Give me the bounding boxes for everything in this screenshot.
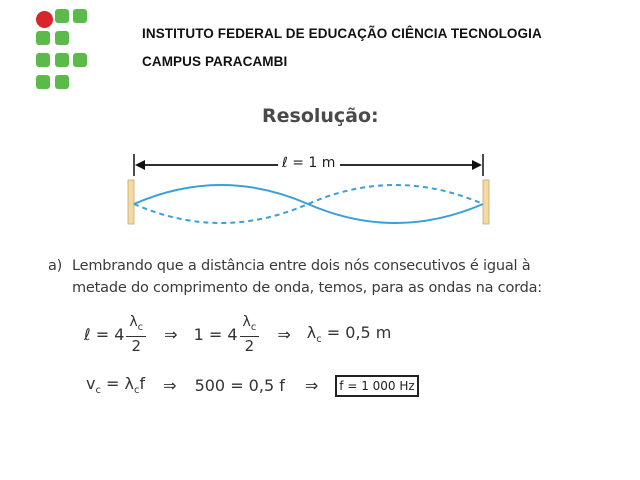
institution-title: INSTITUTO FEDERAL DE EDUCAÇÃO CIÊNCIA TECNOLOGIA — [142, 26, 542, 41]
item-a-text-line1: Lembrando que a distância entre dois nós consecutivos é igual à — [72, 258, 531, 274]
campus-title: CAMPUS PARACAMBI — [142, 54, 288, 69]
equation-1 — [84, 314, 391, 355]
arrowhead-right — [472, 160, 482, 170]
implies-icon: ⇒ — [304, 375, 319, 395]
equation-2 — [86, 374, 324, 396]
item-a-text-line2: metade do comprimento de onda, temos, para as ondas na corda: — [72, 280, 542, 296]
implies-icon: ⇒ — [163, 375, 177, 395]
left-wall — [128, 180, 134, 224]
arrowhead-left — [135, 160, 145, 170]
implies-icon: ⇒ — [164, 324, 178, 344]
if-logo-icon — [36, 9, 90, 95]
final-answer-box: f = 1 000 Hz — [335, 375, 419, 397]
length-label: ℓ = 1 m — [282, 155, 336, 171]
eq1-mid: 1 = 4 — [193, 324, 238, 344]
resolution-title: Resolução: — [262, 105, 379, 127]
logo-red-dot — [36, 11, 53, 28]
eq2-mid: 500 = 0,5 f — [194, 375, 285, 395]
eq1-lhs: ℓ = 4 — [84, 324, 125, 344]
eq1-result: $\lambda_c = 0,5$ m — [306, 323, 392, 346]
right-wall — [483, 180, 489, 224]
eq1-fraction-2: $\frac{\lambda_c}{2}$ — [240, 314, 260, 355]
item-a-label: a) — [48, 258, 63, 274]
eq1-fraction: $\frac{\lambda_c}{2}$ — [126, 314, 146, 355]
wave-solid — [134, 185, 483, 223]
eq2-lhs: $v_c = \lambda_cf$ — [86, 374, 146, 397]
implies-icon: ⇒ — [277, 324, 291, 344]
